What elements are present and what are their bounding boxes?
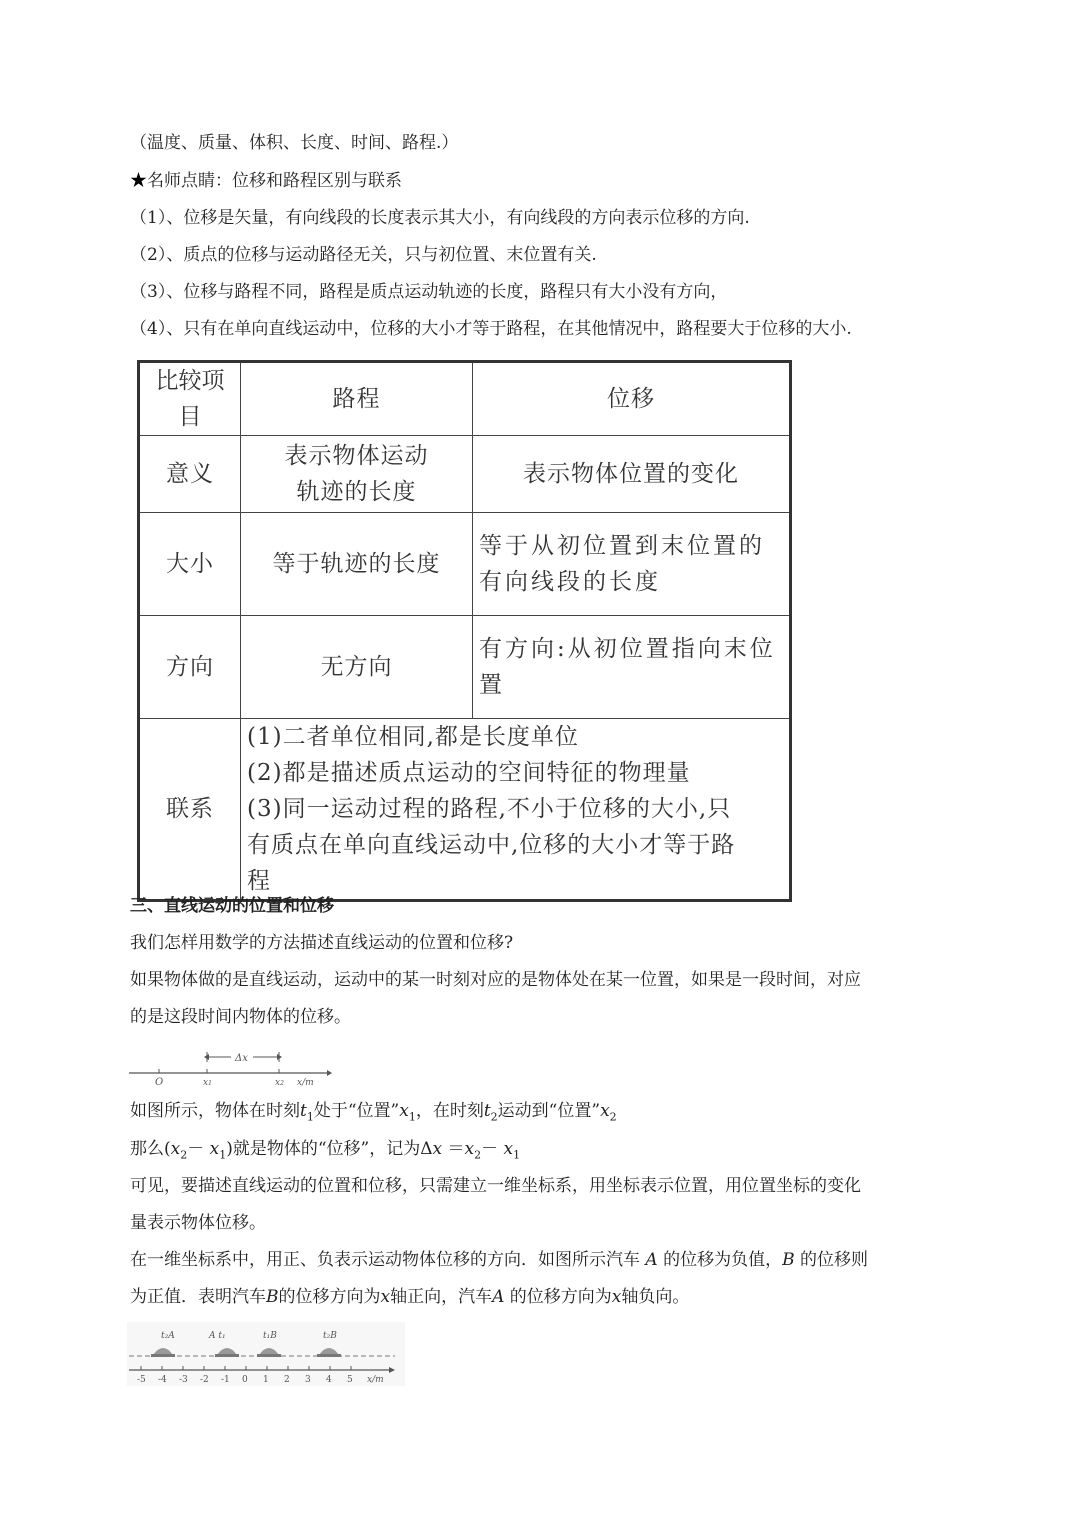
displacement-cell: 有方向:从初位置指向末位 置 bbox=[473, 616, 791, 719]
axis-tick-label: 2 bbox=[284, 1375, 290, 1385]
axis-tick-label: 4 bbox=[326, 1375, 332, 1385]
path-cell: 等于轨迹的长度 bbox=[241, 513, 473, 616]
figure-description: 如图所示，物体在时刻$t_1$处于“位置$”x_1$，在时刻$t_2$运动到“位置$”x_2$ bbox=[130, 1101, 617, 1124]
table-row bbox=[139, 513, 791, 616]
tip-point-1: （1）、位移是矢量，有向线段的长度表示其大小，有向线段的方向表示位移的方向. bbox=[130, 208, 750, 228]
tip-point-4: （4）、只有在单向直线运动中，位移的大小才等于路程，在其他情况中，路程要大于位移的大小. bbox=[130, 319, 852, 339]
paragraph-4b: 为正值．表明汽车B的位移方向为x轴正向，汽车A 的位移方向为x轴负向。 bbox=[130, 1287, 690, 1307]
row-label: 大小 bbox=[139, 513, 241, 616]
intro-line: （温度、质量、体积、长度、时间、路程.） bbox=[130, 133, 459, 153]
header-path: 路程 bbox=[241, 362, 473, 436]
axis-tick-label: -1 bbox=[221, 1375, 230, 1385]
section-heading: 三、直线运动的位置和位移 bbox=[130, 896, 334, 916]
relation-cell bbox=[241, 719, 791, 901]
tip-point-3: （3）、位移与路程不同，路程是质点运动轨迹的长度，路程只有大小没有方向， bbox=[130, 282, 728, 302]
star-icon: ★ bbox=[130, 171, 147, 191]
header-item: 比较项目 bbox=[139, 362, 241, 436]
axis-unit-label: x/m bbox=[367, 1375, 384, 1385]
paragraph-3a: 可见，要描述直线运动的位置和位移，只需建立一维坐标系，用坐标表示位置，用位置坐标的变化 bbox=[130, 1176, 861, 1196]
delta-x-label: Δx bbox=[235, 1053, 248, 1064]
displacement-formula: 那么$(x_2- x_1)$就是物体的“位移”，记为$\Delta x =x_2- x_1$ bbox=[130, 1139, 521, 1162]
comparison-table bbox=[137, 360, 792, 902]
path-cell: 无方向 bbox=[241, 616, 473, 719]
car-label: t₁B bbox=[263, 1331, 277, 1341]
axis-tick-label: 1 bbox=[263, 1375, 269, 1385]
relation-line: 有质点在单向直线运动中,位移的大小才等于路 bbox=[247, 832, 736, 858]
displacement-cell: 等于从初位置到末位置的 有向线段的长度 bbox=[473, 513, 791, 616]
section-question: 我们怎样用数学的方法描述直线运动的位置和位移? bbox=[130, 933, 514, 953]
path-cell: 表示物体运动 轨迹的长度 bbox=[241, 436, 473, 513]
tip-title-line bbox=[130, 170, 402, 192]
axis-tick-label: -2 bbox=[200, 1375, 209, 1385]
tip-title: 名师点睛：位移和路程区别与联系 bbox=[147, 171, 402, 191]
axis-tick-label: -3 bbox=[179, 1375, 188, 1385]
axis-tick-label: -5 bbox=[137, 1375, 146, 1385]
axis-tick-label: -4 bbox=[158, 1375, 167, 1385]
car-label: t₂A bbox=[161, 1331, 175, 1341]
axis-tick-label: 5 bbox=[347, 1375, 353, 1385]
table-row bbox=[139, 436, 791, 513]
origin-label: O bbox=[155, 1077, 164, 1088]
position-axis-figure bbox=[127, 1046, 332, 1088]
axis-tick-label: 0 bbox=[242, 1375, 248, 1385]
relation-line: (3)同一运动过程的路程,不小于位移的大小,只 bbox=[247, 796, 732, 822]
car-displacement-figure bbox=[127, 1322, 405, 1386]
car-label: t₂B bbox=[323, 1331, 337, 1341]
car-label: A t₁ bbox=[209, 1331, 226, 1341]
x2-label: x2 bbox=[275, 1078, 284, 1088]
paragraph-1a: 如果物体做的是直线运动，运动中的某一时刻对应的是物体处在某一位置，如果是一段时间，对应 bbox=[130, 970, 861, 990]
tip-point-2: （2）、质点的位移与运动路径无关，只与初位置、末位置有关. bbox=[130, 245, 597, 265]
axis-unit-label: x/m bbox=[297, 1078, 314, 1088]
paragraph-1b: 的是这段时间内物体的位移。 bbox=[130, 1007, 351, 1027]
x1-label: x1 bbox=[203, 1078, 212, 1088]
paragraph-3b: 量表示物体位移。 bbox=[130, 1213, 266, 1233]
row-label: 联系 bbox=[139, 719, 241, 901]
axis-tick-label: 3 bbox=[305, 1375, 311, 1385]
paragraph-4a: 在一维坐标系中，用正、负表示运动物体位移的方向．如图所示汽车 A 的位移为负值，B 的位移则 bbox=[130, 1250, 868, 1270]
table-row-relation bbox=[139, 719, 791, 901]
table-row bbox=[139, 616, 791, 719]
relation-line: 程 bbox=[247, 868, 271, 894]
table-header-row bbox=[139, 362, 791, 436]
row-label: 方向 bbox=[139, 616, 241, 719]
relation-line: (2)都是描述质点运动的空间特征的物理量 bbox=[247, 760, 691, 786]
displacement-cell: 表示物体位置的变化 bbox=[473, 436, 791, 513]
header-displacement: 位移 bbox=[473, 362, 791, 436]
relation-line: (1)二者单位相同,都是长度单位 bbox=[247, 724, 579, 750]
row-label: 意义 bbox=[139, 436, 241, 513]
